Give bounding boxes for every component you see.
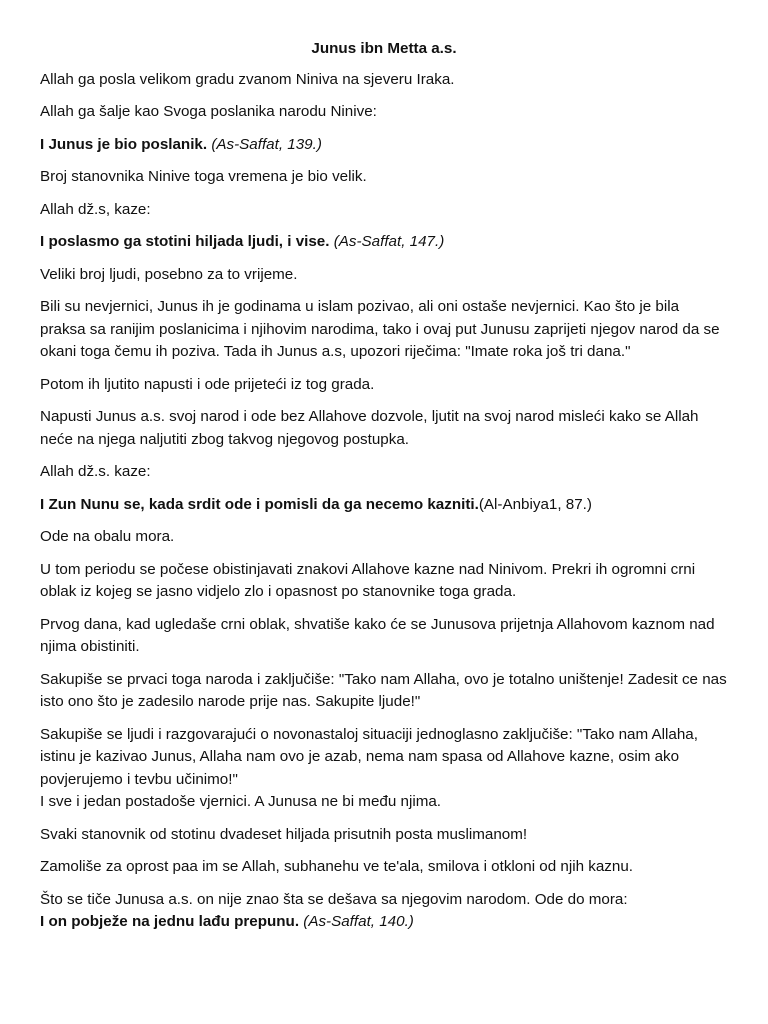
- quote-reference: (Al-Anbiya1, 87.): [478, 495, 592, 513]
- quran-quote-4: [40, 911, 728, 934]
- paragraph-text: Što se tiče Junusa a.s. on nije znao šta se dešava sa njegovim narodom. Ode do mora:: [40, 890, 628, 908]
- paragraph-text: Napusti Junus a.s. svoj narod i ode bez Allahove dozvole, ljutit na svoj narod misleći kako se Allah neće na njega naljutiti zbog takvog njegovog postupka.: [40, 408, 699, 448]
- quote-reference: (As-Saffat, 147.): [329, 233, 445, 250]
- paragraph-1: [40, 69, 728, 92]
- paragraph-text: Sakupiše se ljudi i razgovarajući o novonastaloj situaciji jednoglasno zaključiše: "Tako nam Allaha, istinu je kazivao Junus, Allaha nam ovo je azab, nema nam spasa od Allahove kazne, osim ako povjerujemo i tevbu učinimo!": [40, 725, 698, 788]
- paragraph-11: [40, 461, 728, 484]
- paragraph-text: U tom periodu se počese obistinjavati znakovi Allahove kazne nad Ninivom. Prekri ih ogromni crni oblak iz kojeg se jasno vidjelo zlo i opasnost po stanovnike toga grada.: [40, 560, 696, 600]
- paragraph-text: Allah dž.s. kaze:: [40, 463, 151, 480]
- quote-text: I Junus je bio poslanik.: [40, 135, 208, 153]
- paragraph-text: Bili su nevjernici, Junus ih je godinama u islam pozivao, ali oni ostaše nevjernici. Kao što je bila praksa sa ranijim poslanicima i njihovim narodima, tako i ovaj put Junusu zaprijeti njegov narod da se okani toga čemu ih poziva. Tada ih Junus a.s, upozori riječima: "Imate roka još tri dana.": [40, 298, 720, 360]
- paragraph-18: [40, 791, 728, 814]
- paragraph-text: Allah dž.s, kaze:: [40, 200, 151, 218]
- paragraph-19: [40, 824, 728, 847]
- paragraph-17: [40, 724, 728, 792]
- paragraph-text: Sakupiše se prvaci toga naroda i zaključiše: "Tako nam Allaha, ovo je totalno uništenje! Zadesit ce nas isto ono što je zadesilo narode prije nas. Sakupite ljude!": [40, 670, 727, 710]
- quran-quote-3: [40, 494, 728, 517]
- quote-reference: (As-Saffat, 140.): [299, 913, 414, 930]
- paragraph-5: [40, 199, 728, 222]
- paragraph-text: Prvog dana, kad ugledaše crni oblak, shvatiše kako će se Junusova prijetnja Allahovom kaznom nad njima obistiniti.: [40, 615, 715, 655]
- paragraph-15: [40, 614, 728, 659]
- paragraph-13: [40, 526, 728, 549]
- paragraph-text: Zamoliše za oprost paa im se Allah, subhanehu ve te'ala, smilova i otkloni od njih kaznu.: [40, 858, 634, 875]
- paragraph-text: Veliki broj ljudi, posebno za to vrijeme.: [40, 265, 298, 283]
- paragraph-text: Allah ga posla velikom gradu zvanom Niniva na sjeveru Iraka.: [40, 70, 455, 88]
- document-page: [40, 38, 728, 944]
- quote-reference: (As-Saffat, 139.): [207, 135, 322, 153]
- paragraph-text: I sve i jedan postadoše vjernici. A Junusa ne bi među njima.: [40, 793, 442, 810]
- paragraph-10: [40, 406, 728, 451]
- paragraph-16: [40, 669, 728, 714]
- document-title: Junus ibn Metta a.s.: [311, 40, 457, 57]
- paragraph-2: [40, 101, 728, 124]
- quote-text: I on pobježe na jednu lađu prepunu.: [40, 913, 300, 930]
- paragraph-7: [40, 264, 728, 287]
- paragraph-4: [40, 166, 728, 189]
- paragraph-text: Ode na obalu mora.: [40, 528, 175, 545]
- paragraph-8: [40, 296, 728, 364]
- paragraph-text: Broj stanovnika Ninive toga vremena je bio velik.: [40, 168, 367, 185]
- paragraph-text: Potom ih ljutito napusti i ode prijeteći iz tog grada.: [40, 375, 375, 393]
- paragraph-20: [40, 856, 728, 879]
- quran-quote-1: [40, 134, 728, 157]
- paragraph-21: [40, 889, 728, 912]
- paragraph-14: [40, 559, 728, 604]
- quran-quote-2: [40, 231, 728, 254]
- paragraph-text: Allah ga šalje kao Svoga poslanika narodu Ninive:: [40, 103, 377, 120]
- quote-text: I Zun Nunu se, kada srdit ode i pomisli da ga necemo kazniti.: [40, 495, 479, 513]
- paragraph-text: Svaki stanovnik od stotinu dvadeset hiljada prisutnih posta muslimanom!: [40, 825, 528, 843]
- quote-text: I poslasmo ga stotini hiljada ljudi, i vise.: [40, 233, 330, 250]
- paragraph-9: [40, 374, 728, 397]
